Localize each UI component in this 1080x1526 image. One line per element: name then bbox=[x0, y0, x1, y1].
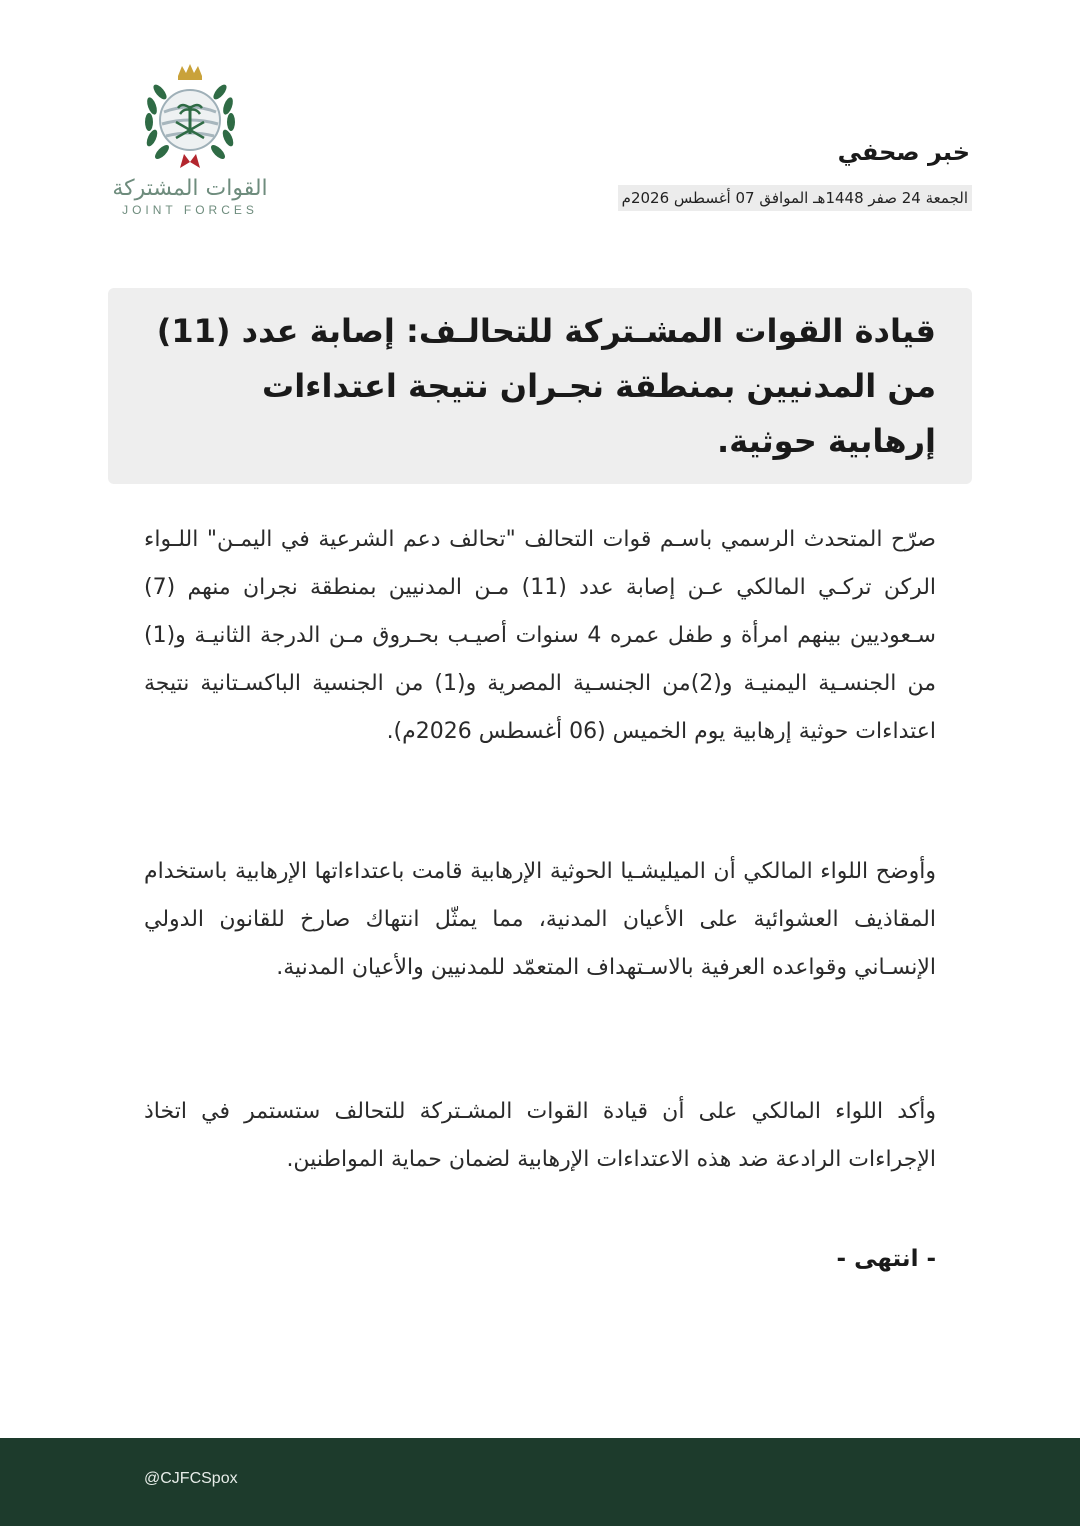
document-kind: خبر صحفي bbox=[837, 138, 970, 166]
joint-forces-emblem-icon bbox=[130, 62, 250, 174]
logo-arabic-name: القوات المشتركة bbox=[112, 176, 268, 201]
footer-bar bbox=[0, 1438, 1080, 1526]
headline: قيادة القوات المشـتركة للتحالـف: إصابة عدد (11) من المدنيين بمنطقة نجـران نتيجة اعتداءات إرهابية حوثية. bbox=[156, 312, 936, 460]
paragraph-3: وأكد اللواء المالكي على أن قيادة القوات المشـتركة للتحالف ستستمر في اتخاذ الإجراءات الرادعة ضد هذه الاعتداءات الإرهابية لضمان حماية المواطنين. bbox=[144, 1099, 936, 1172]
headline-box bbox=[108, 288, 972, 484]
ending-mark: - انتهى - bbox=[836, 1246, 936, 1272]
logo-english-name: JOINT FORCES bbox=[122, 203, 258, 217]
joint-forces-logo bbox=[100, 62, 280, 232]
dateline: الجمعة 24 صفر 1448هـ الموافق 07 أغسطس 2026م bbox=[618, 185, 972, 211]
social-handle[interactable]: @CJFCSpox bbox=[144, 1470, 238, 1487]
paragraph-2: وأوضح اللواء المالكي أن الميليشـيا الحوثية الإرهابية قامت باعتداءاتها الإرهابية باستخدام المقاذيف العشوائية على الأعيان المدنية، مما يمثّل انتهاك صارخ للقانون الدولي الإنسـاني وقواعده العرفية بالاسـتهداف المتعمّد للمدنيين والأعيان المدنية. bbox=[144, 859, 936, 980]
paragraph-1: صرّح المتحدث الرسمي باسـم قوات التحالف "تحالف دعم الشرعية في اليمـن" اللـواء الركن تركـي المالكي عـن إصابة عدد (11) مـن المدنيين بمنطقة نجران منهم (7) سـعوديين بينهم امرأة و طفل عمره 4 سنوات أصيـب بحـروق مـن الدرجة الثانيـة و(1) من الجنسـية اليمنيـة و(2)من الجنسـية المصرية و(1) من الجنسية الباكسـتانية نتيجة اعتداءات حوثية إرهابية يوم الخميس (06 أغسطس 2026م). bbox=[144, 527, 937, 744]
